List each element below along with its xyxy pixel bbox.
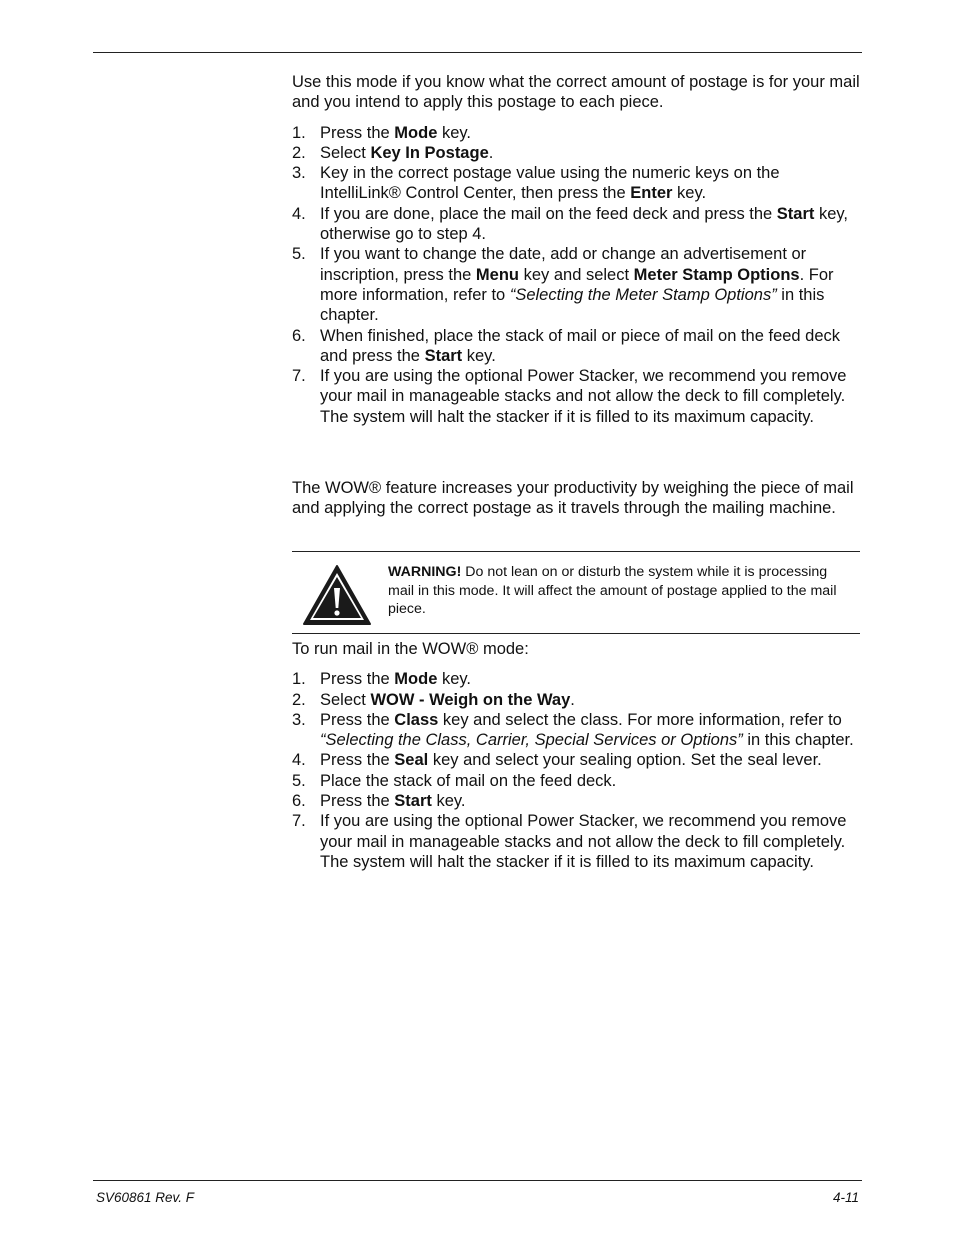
key-name: Enter	[630, 184, 673, 203]
list-item-text	[320, 691, 575, 709]
list-item-number: 5.	[292, 771, 306, 790]
list-item	[292, 204, 860, 245]
step-text: .	[570, 690, 575, 709]
step-text: key.	[437, 670, 472, 689]
step-text: If you are using the optional Power Stacker, we recommend you remove your mail in manageable stacks and not allow the deck to fill completely. The system will halt the stacker if it is filled to its maximum capacity.	[320, 367, 847, 426]
list-item	[292, 710, 860, 751]
list-item-text	[320, 367, 846, 426]
section-wow-steps	[292, 639, 860, 872]
list-item-text	[320, 772, 616, 790]
list-item	[292, 326, 860, 367]
cross-reference: “Selecting the Meter Stamp Options”	[509, 285, 777, 304]
list-item-text	[320, 812, 846, 871]
list-item-text	[320, 751, 822, 769]
warning-text	[388, 563, 856, 619]
warning-triangle-icon	[302, 564, 372, 626]
wow-intro-paragraph: The WOW® feature increases your productivity by weighing the piece of mail and applying the correct postage as it travels through the mailing machine.	[292, 479, 854, 518]
key-name: Meter Stamp Options	[633, 265, 800, 284]
header-rule	[93, 52, 862, 53]
step-text: in this chapter.	[320, 285, 825, 325]
step-text: in this chapter.	[742, 731, 854, 750]
step-text: key and select the class. For more information, refer to	[438, 710, 842, 729]
step-text: Press the	[320, 670, 395, 689]
list-item-text	[320, 327, 840, 365]
step-text: Press the	[320, 123, 395, 142]
list-item	[292, 244, 860, 325]
key-name: Menu	[475, 265, 519, 284]
step-text: key.	[431, 792, 466, 811]
step-text: Press the	[320, 792, 395, 811]
warning-body: Do not lean on or disturb the system while it is processing mail in this mode. It will affect the amount of postage applied to the mail piece.	[388, 564, 837, 617]
key-name: Class	[394, 710, 439, 729]
list-item-number: 7.	[292, 812, 306, 831]
step-text: Press the	[320, 751, 395, 770]
key-name: Start	[424, 346, 463, 365]
list-item-text	[320, 245, 834, 324]
list-item-number: 6.	[292, 792, 306, 811]
list-item	[292, 143, 860, 163]
section-wow-intro	[292, 478, 860, 519]
list-item-number: 1.	[292, 670, 306, 689]
step-text: If you want to change the date, add or change an advertisement or inscription, press the	[320, 245, 807, 284]
step-text: key.	[462, 346, 496, 365]
footer-rule	[93, 1180, 862, 1181]
list-item	[292, 163, 860, 204]
section-key-in-postage	[292, 72, 860, 427]
key-name: Start	[776, 204, 815, 223]
list-item-text	[320, 670, 471, 688]
step-text: key, otherwise go to step 4.	[320, 204, 849, 244]
step-text: . For more information, refer to	[320, 265, 834, 304]
step-text: .	[488, 143, 494, 162]
warning-box	[292, 551, 860, 634]
list-item-number: 7.	[292, 367, 306, 386]
step-text: Select	[320, 143, 371, 162]
list-item-text	[320, 711, 854, 749]
list-item-number: 5.	[292, 245, 306, 264]
document-number: SV60861 Rev. F	[96, 1190, 195, 1205]
key-name: Mode	[394, 670, 438, 689]
step-text: Key in the correct postage value using the numeric keys on the IntelliLink® Control Center, then press the	[320, 164, 780, 203]
list-item	[292, 791, 860, 811]
list-item	[292, 690, 860, 710]
list-item	[292, 669, 860, 689]
step-text: key and select	[519, 265, 634, 284]
key-name: WOW - Weigh on the Way	[370, 690, 571, 709]
cross-reference: “Selecting the Class, Carrier, Special Services or Options”	[320, 731, 743, 750]
step-text: When finished, place the stack of mail or piece of mail on the feed deck and press the	[320, 326, 841, 365]
step-text: Select	[320, 690, 371, 709]
steps-list	[292, 123, 860, 427]
step-text: key and select your sealing option. Set the seal lever.	[428, 751, 822, 770]
list-item-text	[320, 124, 471, 142]
list-item	[292, 771, 860, 791]
list-item	[292, 123, 860, 143]
list-item-number: 4.	[292, 751, 306, 770]
warning-label: WARNING!	[388, 564, 462, 580]
list-item-number: 1.	[292, 123, 306, 142]
list-item-number: 3.	[292, 710, 306, 729]
list-item-number: 2.	[292, 143, 306, 162]
list-item	[292, 750, 860, 770]
list-item-number: 6.	[292, 326, 306, 345]
list-item	[292, 811, 860, 872]
list-item-number: 2.	[292, 690, 306, 709]
step-text: Place the stack of mail on the feed deck.	[320, 771, 617, 790]
page-number: 4-11	[832, 1190, 859, 1205]
step-text: key.	[437, 123, 472, 142]
wow-steps-list	[292, 669, 860, 872]
list-item-text	[320, 144, 493, 162]
step-text: Press the	[320, 710, 395, 729]
step-text: If you are using the optional Power Stacker, we recommend you remove your mail in manageable stacks and not allow the deck to fill completely. The system will halt the stacker if it is filled to its maximum capacity.	[320, 812, 847, 871]
step-text: If you are done, place the mail on the feed deck and press the	[320, 204, 777, 223]
list-item-number: 4.	[292, 204, 306, 223]
key-name: Key In Postage	[370, 143, 489, 162]
key-name: Start	[394, 792, 432, 811]
list-item	[292, 366, 860, 427]
list-item-text	[320, 792, 466, 810]
list-item-text	[320, 164, 780, 202]
list-item-text	[320, 205, 848, 243]
step-text: key.	[672, 184, 707, 203]
wow-lead-paragraph: To run mail in the WOW® mode:	[292, 640, 529, 658]
key-name: Mode	[394, 123, 438, 142]
intro-paragraph: Use this mode if you know what the correct amount of postage is for your mail and you intend to apply this postage to each piece.	[292, 73, 860, 112]
key-name: Seal	[394, 751, 429, 770]
list-item-number: 3.	[292, 164, 306, 183]
